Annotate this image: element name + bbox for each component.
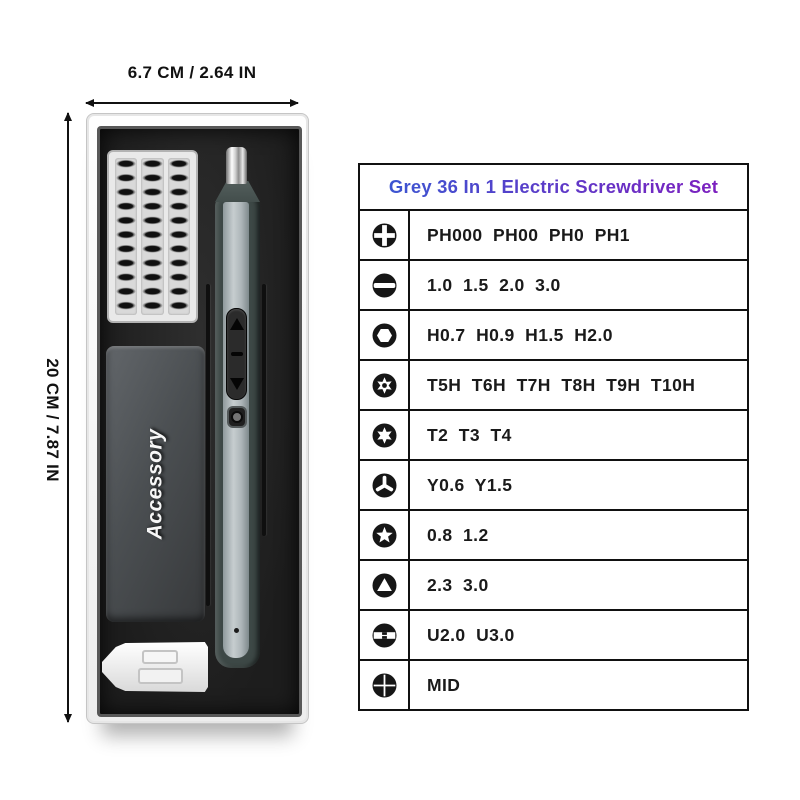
power-button-dot-icon <box>231 411 243 423</box>
bit-sizes: MID <box>427 674 461 695</box>
hex-bit-icon <box>371 322 398 349</box>
bit-column <box>141 158 163 315</box>
bit-sizes: U2.0 U3.0 <box>427 624 515 645</box>
triangle-bit-icon <box>371 572 398 599</box>
foam-slot-left <box>206 284 210 606</box>
bit-tray <box>107 150 198 323</box>
mid-bit-icon <box>371 672 398 699</box>
stop-bar-icon <box>231 352 243 356</box>
height-dimension-label: 20 CM / 7.87 IN <box>43 358 62 482</box>
slotted-bit-icon <box>371 272 398 299</box>
spec-table-row <box>360 509 747 559</box>
reverse-triangle-icon <box>230 378 244 390</box>
spec-table-row <box>360 409 747 459</box>
bit-sizes: 2.3 3.0 <box>427 574 489 595</box>
adapter-ridge <box>138 668 183 684</box>
phillips-bit-icon <box>371 222 398 249</box>
torx-security-bit-icon <box>371 372 398 399</box>
tri-point-y-bit-icon <box>371 472 398 499</box>
spec-table-row <box>360 459 747 509</box>
height-dimension-arrow <box>67 113 69 722</box>
spec-table <box>358 163 749 711</box>
arrow-right-icon <box>290 99 299 107</box>
bit-sizes: PH000 PH00 PH0 PH1 <box>427 224 630 245</box>
adapter-ridge <box>142 650 178 664</box>
bit-column <box>115 158 137 315</box>
width-dimension-arrow <box>86 102 298 104</box>
accessory-box <box>106 346 205 622</box>
bit-column <box>168 158 190 315</box>
spec-table-row <box>360 659 747 709</box>
bit-sizes: 0.8 1.2 <box>427 524 489 545</box>
spec-table-row <box>360 359 747 409</box>
spec-table-row <box>360 559 747 609</box>
spec-table-title-row <box>360 165 747 209</box>
pentalobe-bit-icon <box>371 522 398 549</box>
foam-slot-right <box>262 284 266 536</box>
u-type-bit-icon <box>371 622 398 649</box>
screwdriver-power-button <box>227 406 247 428</box>
spec-table-row <box>360 609 747 659</box>
torx-bit-icon <box>371 422 398 449</box>
bit-sizes: T5H T6H T7H T8H T9H T10H <box>427 374 696 395</box>
arrow-left-icon <box>85 99 94 107</box>
accessory-label: Accessory <box>143 428 167 540</box>
screwdriver-front-panel <box>223 202 249 658</box>
forward-triangle-icon <box>230 318 244 330</box>
screwdriver-chuck-tip <box>226 147 247 184</box>
spec-table-title: Grey 36 In 1 Electric Screwdriver Set <box>388 176 719 197</box>
spec-table-rows <box>360 209 747 709</box>
bit-sizes: 1.0 1.5 2.0 3.0 <box>427 274 561 295</box>
arrow-down-icon <box>64 714 72 723</box>
spec-table-row <box>360 309 747 359</box>
bit-sizes: H0.7 H0.9 H1.5 H2.0 <box>427 324 613 345</box>
spec-table-row <box>360 209 747 259</box>
arrow-up-icon <box>64 112 72 121</box>
bit-sizes: Y0.6 Y1.5 <box>427 474 513 495</box>
indicator-led <box>234 628 239 633</box>
bit-sizes: T2 T3 T4 <box>427 424 512 445</box>
spec-table-row <box>360 259 747 309</box>
screwdriver-direction-buttons <box>226 308 247 400</box>
width-dimension-label: 6.7 CM / 2.64 IN <box>127 63 257 82</box>
adapter-part <box>102 642 208 692</box>
